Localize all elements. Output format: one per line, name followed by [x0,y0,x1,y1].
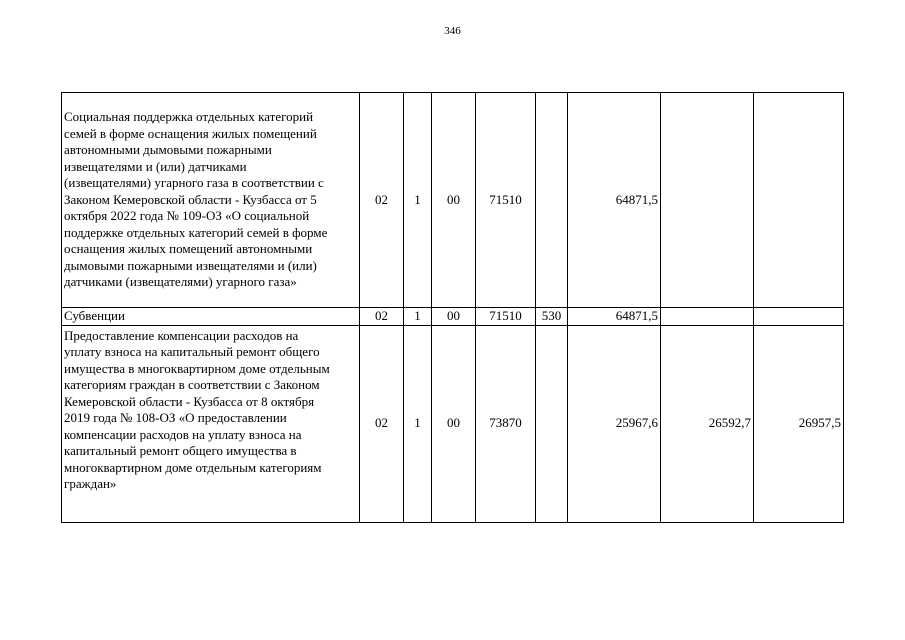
subsection-cell: 1 [404,308,432,326]
year1-amount-cell: 64871,5 [568,93,661,308]
year2-amount-cell [661,308,754,326]
section-cell: 02 [360,308,404,326]
section-cell: 02 [360,325,404,522]
table-row [62,308,844,326]
row-description: Субвенции [62,308,360,326]
year2-amount-cell [661,93,754,308]
target-article-cell: 73870 [476,325,536,522]
target-article-cell: 71510 [476,308,536,326]
budget-table [61,92,844,523]
expense-type-cell: 530 [536,308,568,326]
expense-type-cell [536,325,568,522]
code-cell: 00 [432,325,476,522]
section-cell: 02 [360,93,404,308]
row-description: Социальная поддержка отдельных категорий семей в форме оснащения жилых помещений автономными дымовыми пожарными извещателями и (или) датчиками (извещателями) угарного газа в соответствии с Законом Кемеровской области - Кузбасса от 5 октября 2022 года № 109-ОЗ «О социальной поддержке отдельных категорий семей в форме оснащения жилых помещений автономными дымовыми пожарными извещателями и (или) датчиками (извещателями) угарного газа» [62,93,360,308]
subsection-cell: 1 [404,93,432,308]
code-cell: 00 [432,93,476,308]
year1-amount-cell: 25967,6 [568,325,661,522]
target-article-cell: 71510 [476,93,536,308]
row-description: Предоставление компенсации расходов на уплату взноса на капитальный ремонт общего имущества в многоквартирном доме отдельным категориям граждан в соответствии с Законом Кемеровской области - Кузбасса от 8 октября 2019 года № 108-ОЗ «О предоставлении компенсации расходов на уплату взноса на капитальный ремонт общего имущества в многоквартирном доме отдельным категориям граждан» [62,325,360,522]
table-row [62,325,844,522]
page-number: 346 [444,25,461,37]
year3-amount-cell [754,93,844,308]
year2-amount-cell: 26592,7 [661,325,754,522]
table-row [62,93,844,308]
code-cell: 00 [432,308,476,326]
year3-amount-cell [754,308,844,326]
expense-type-cell [536,93,568,308]
subsection-cell: 1 [404,325,432,522]
year1-amount-cell: 64871,5 [568,308,661,326]
year3-amount-cell: 26957,5 [754,325,844,522]
